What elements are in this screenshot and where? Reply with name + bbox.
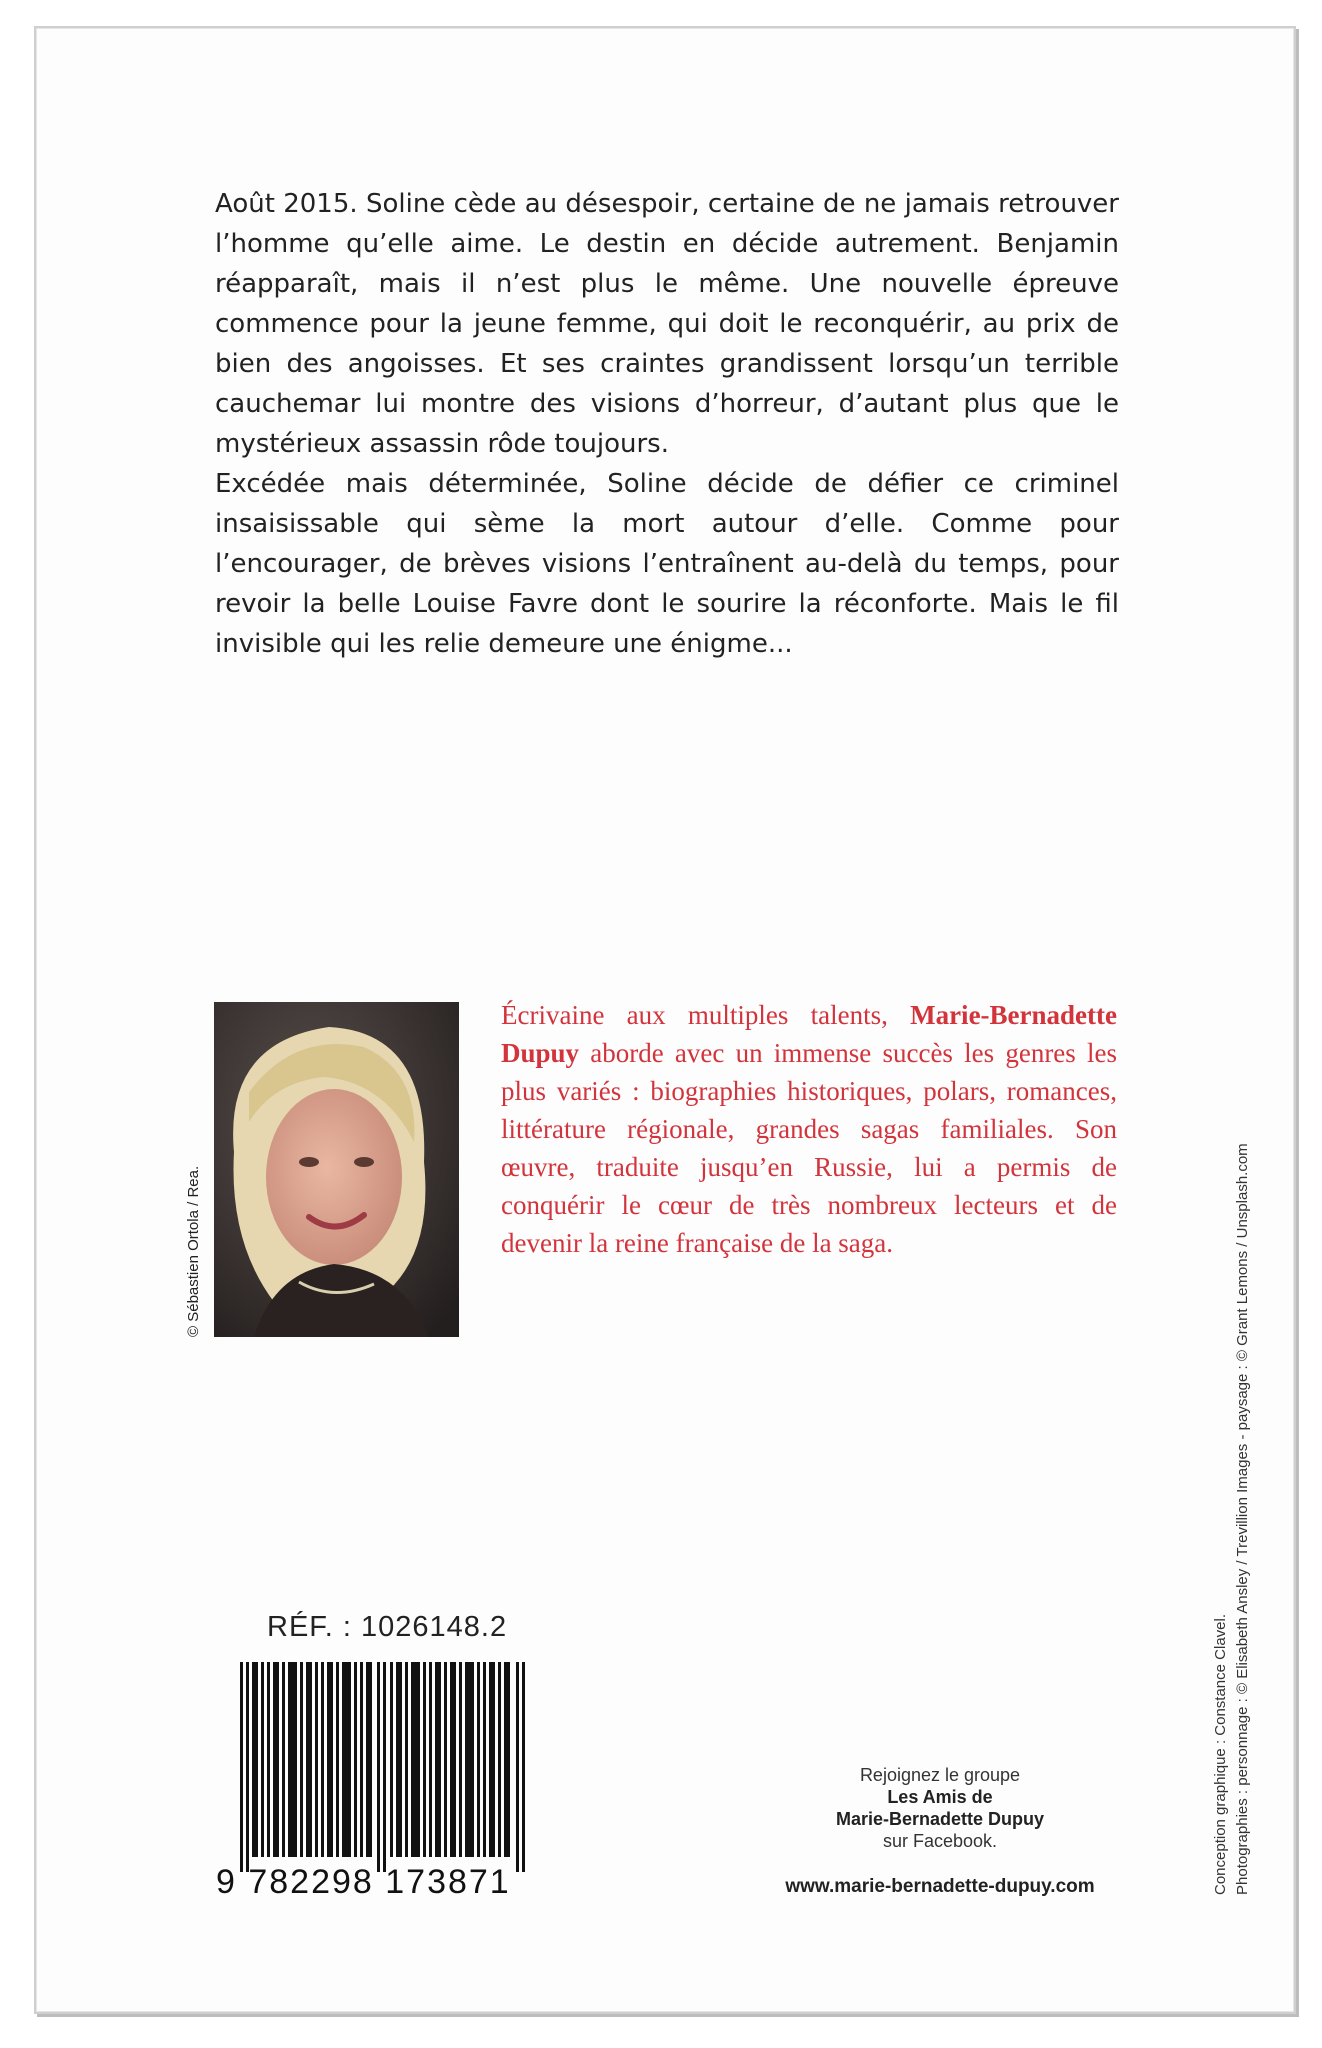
side-credits — [1210, 1143, 1254, 1895]
isbn-barcode — [240, 1662, 526, 1872]
website-url: www.marie-bernadette-dupuy.com — [785, 1876, 1095, 1897]
bio-text: aborde avec un immense succès les genres les plus variés : biographies historiques, polars, romances, littérature régionale, grandes sagas familiales. Son œuvre, traduite jusqu’en Russie, lui a permis de conquérir le cœur de très nombreux lecteurs et de devenir la reine française de la saga. — [501, 1038, 1117, 1258]
author-name: Marie-Bernadette Dupuy — [501, 1000, 1117, 1068]
facebook-line-3: Marie-Bernadette Dupuy — [835, 1809, 1045, 1829]
synopsis-paragraph-1: Août 2015. Soline cède au désespoir, certaine de ne jamais retrouver l’homme qu’elle aime. Le destin en décide autrement. Benjamin réapparaît, mais il n’est plus le même. Une nouvelle épreuve commence pour la jeune femme, qui doit le reconquérir, au prix de bien des angoisses. Et ses craintes grandissent lorsqu’un terrible cauchemar lui montre des visions d’horreur, d’autant plus que le mystérieux assassin rôde toujours. — [215, 189, 1119, 459]
author-photo — [214, 1002, 459, 1337]
facebook-line-1: Rejoignez le groupe — [859, 1765, 1021, 1785]
facebook-line-4: sur Facebook. — [882, 1831, 998, 1851]
synopsis-paragraph-2: Excédée mais déterminée, Soline décide de défier ce criminel insaisissable qui sème la mort autour d’elle. Comme pour l’encourager, de brèves visions l’entraînent au-delà du temps, pour revoir la belle Louise Favre dont le sourire la réconforte. Mais le fil invisible qui les relie demeure une énigme... — [215, 469, 1119, 659]
facebook-group-notice — [790, 1764, 1090, 1852]
credit-photos: Photographies : personnage : © Elisabeth Ansley / Trevillion Images - paysage : © Grant Lemons / Unsplash.com — [1234, 1143, 1251, 1895]
credit-design: Conception graphique : Constance Clavel. — [1212, 1613, 1229, 1895]
photo-credit: © Sébastien Ortola / Rea. — [185, 1165, 202, 1337]
facebook-line-2: Les Amis de — [887, 1787, 993, 1807]
isbn-digits: 9 782298 173871 — [216, 1863, 511, 1901]
reference-number: RÉF. : 1026148.2 — [267, 1611, 508, 1643]
bio-intro: Écrivaine aux multiples talents, — [501, 1000, 911, 1030]
author-bio — [501, 996, 1117, 1262]
synopsis — [215, 184, 1119, 664]
